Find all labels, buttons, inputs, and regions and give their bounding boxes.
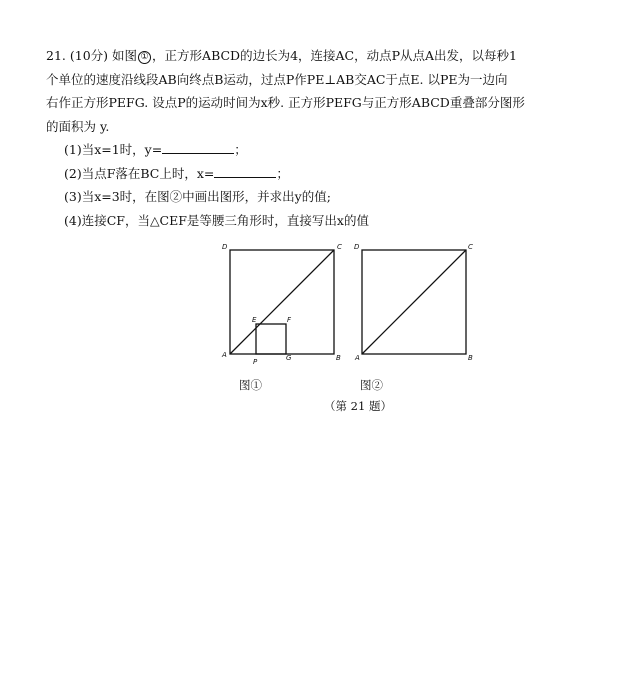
square-pefg — [256, 324, 286, 354]
figure-1-labels — [221, 243, 342, 366]
label-d: D — [222, 243, 228, 251]
label-c-2: C — [468, 243, 473, 251]
problem-stem-line-1: 21. (10分) 如图 ① ，正方形ABCD的边长为4，连接AC，动点P从点A出发，以每秒1 — [46, 48, 518, 63]
label-g: G — [286, 354, 292, 362]
figure-2-caption: 图② — [360, 378, 383, 392]
question-4: (4)连接CF，当△CEF是等腰三角形时，直接写出x的值 — [64, 212, 369, 228]
problem-caption: （第 21 题） — [324, 399, 392, 413]
label-p: P — [253, 358, 258, 366]
problem-score: (10分) — [69, 48, 109, 63]
label-c: C — [337, 243, 342, 251]
label-b: B — [336, 354, 341, 362]
problem-stem-line-4: 的面积为 y. — [46, 118, 110, 134]
label-f: F — [287, 316, 292, 324]
problem-stem-line-3: 右作正方形PEFG. 设点P的运动时间为x秒. 正方形PEFG与正方形ABCD重叠部分图形 — [46, 95, 525, 110]
label-e: E — [252, 316, 257, 324]
figure-1-diagram — [230, 250, 334, 354]
figure-ref-circle: ① — [138, 51, 151, 64]
label-d-2: D — [354, 243, 360, 251]
diagonal-ac-2 — [362, 250, 466, 354]
figure-2-diagram — [362, 250, 466, 354]
label-a-2: A — [355, 354, 360, 362]
question-1: (1)当x=1时，y= ； — [64, 142, 247, 157]
figure-1-caption: 图① — [239, 378, 262, 392]
label-a: A — [222, 351, 227, 359]
problem-stem-line-2: 个单位的速度沿线段AB向终点B运动，过点P作PE⊥AB交AC于点E. 以PE为一边向 — [46, 71, 508, 87]
diagonal-ac — [230, 250, 334, 354]
label-b-2: B — [468, 354, 473, 362]
question-3: (3)当x=3时，在图②中画出图形，并求出y的值; — [64, 189, 331, 204]
question-2: (2)当点F落在BC上时，x= ； — [64, 165, 289, 181]
problem-number: 21. — [46, 48, 66, 63]
